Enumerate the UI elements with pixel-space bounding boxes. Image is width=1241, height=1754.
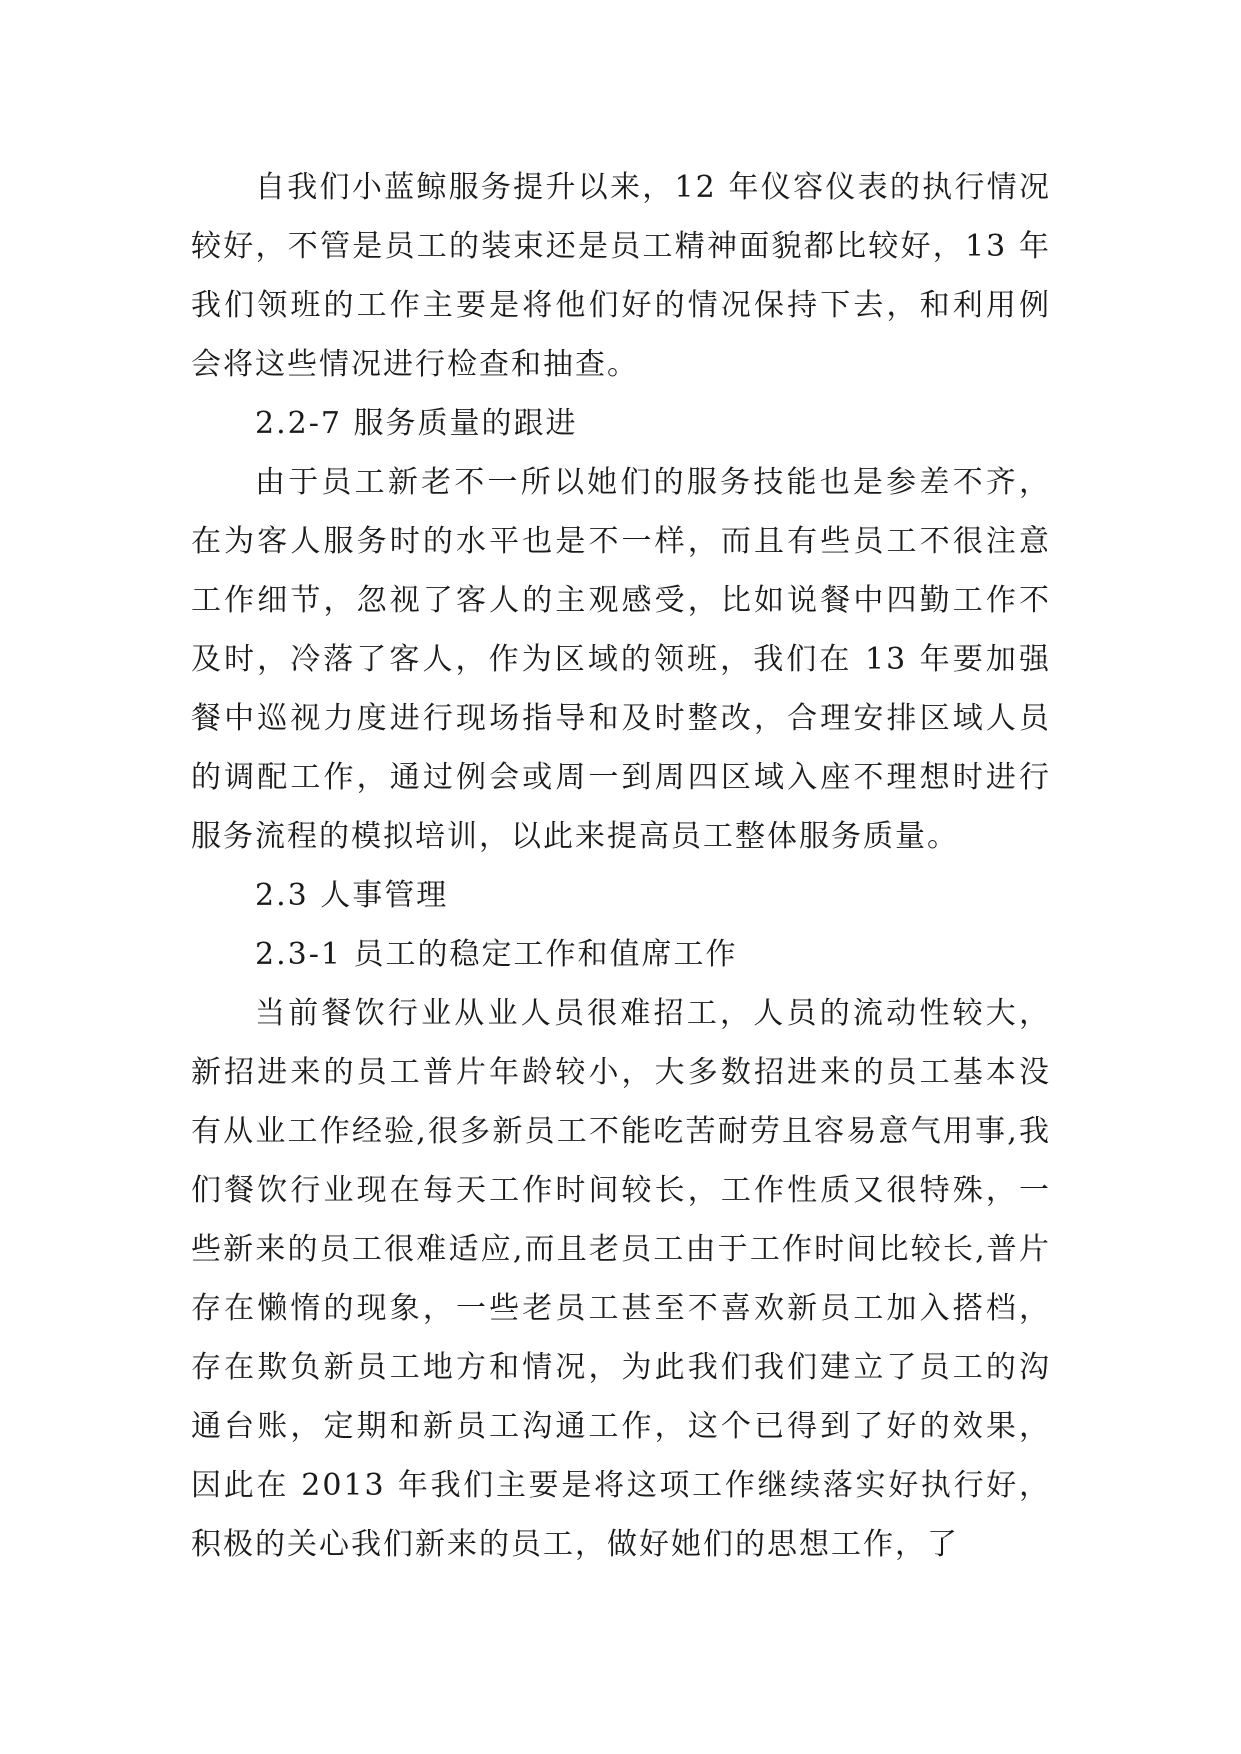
paragraph-appearance-standards: 自我们小蓝鲸服务提升以来，12 年仪容仪表的执行情况较好，不管是员工的装束还是员工精神面貌都比较好，13 年我们领班的工作主要是将他们好的情况保持下去，和利用例会将这些情况进行检查和抽查。 bbox=[191, 170, 1051, 382]
section-heading-2-2-7: 2.2-7 服务质量的跟进 bbox=[255, 406, 578, 441]
document-body bbox=[191, 158, 1051, 1574]
paragraph-service-quality: 由于员工新老不一所以她们的服务技能也是参差不齐，在为客人服务时的水平也是不一样，而且有些员工不很注意工作细节，忽视了客人的主观感受，比如说餐中四勤工作不及时，冷落了客人，作为区域的领班，我们在 13 年要加强餐中巡视力度进行现场指导和及时整改，合理安排区域人员的调配工作，通过例会或周一到周四区域入座不理想时进行服务流程的模拟培训，以此来提高员工整体服务质量。 bbox=[191, 465, 1051, 854]
paragraph-staff-stability: 当前餐饮行业从业人员很难招工，人员的流动性较大，新招进来的员工普片年龄较小，大多数招进来的员工基本没有从业工作经验,很多新员工不能吃苦耐劳且容易意气用事,我们餐饮行业现在每天工作时间较长，工作性质又很特殊，一些新来的员工很难适应,而且老员工由于工作时间比较长,普片存在懒惰的现象，一些老员工甚至不喜欢新员工加入搭档，存在欺负新员工地方和情况，为此我们我们建立了员工的沟通台账，定期和新员工沟通工作，这个已得到了好的效果，因此在 2013 年我们主要是将这项工作继续落实好执行好，积极的关心我们新来的员工，做好她们的思想工作，了 bbox=[191, 996, 1051, 1562]
section-heading-2-3-1: 2.3-1 员工的稳定工作和值席工作 bbox=[255, 937, 738, 972]
section-heading-2-3: 2.3 人事管理 bbox=[255, 878, 449, 913]
